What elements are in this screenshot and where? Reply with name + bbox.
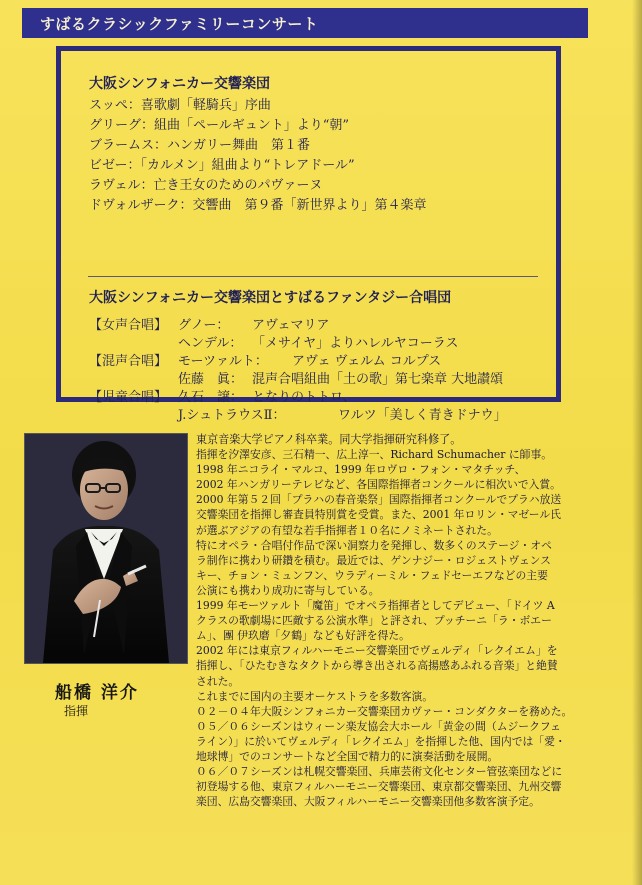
section-divider [88,276,538,277]
orchestra-line: スッペ：喜歌劇「軽騎兵」序曲 [89,98,271,113]
choir-category: 【女声合唱】 [89,318,168,333]
biography-line: キー、チョン・ミュンフン、ウラディーミル・フェドセーエフなどの主要 [196,568,548,582]
orchestra-line: ビゼー：「カルメン」組曲より“トレアドール” [89,158,355,173]
biography-line: これまでに国内の主要オーケストラを多数客演。 [196,689,434,703]
choir-category: 【混声合唱】 [89,354,168,369]
biography-line: 指揮を汐澤安彦、三石精一、広上淳一、Richard Schumacher に師事。 [196,448,553,462]
choir-title: 大阪シンフォニカー交響楽団とすばるファンタジー合唱団 [89,290,452,306]
conductor-photo [24,433,188,664]
choir-work: アヴェマリア [252,318,330,333]
orchestra-line: ラヴェル：亡き王女のためのパヴァーヌ [89,178,323,193]
biography-line: が選ぶアジアの有望な若手指揮者１０名にノミネートされた。 [196,523,498,537]
biography-line: ０５／０６シーズンはウィーン楽友協会大ホール「黄金の間（ムジークフェ [196,719,561,733]
biography-line: ０６／０７シーズンは札幌交響楽団、兵庫芸術文化センター管弦楽団などに [196,765,563,779]
concert-title-banner [22,8,588,38]
choir-row [89,407,559,425]
choir-work: となりのトトロ、 [252,390,356,405]
choir-category: 【児童合唱】 [89,390,168,405]
conductor-biography [196,432,626,809]
choir-composer: 佐藤 眞： [178,372,244,387]
choir-work: 「メサイヤ」よりハレルヤコーラス [252,336,459,351]
biography-line: 指揮し、「ひたむきなタクトから導き出される高揚感あふれる音楽」と絶賛 [196,659,558,673]
biography-line: 2000 年第５２回「プラハの春音楽祭」国際指揮者コンクールでプラハ放送 [196,493,562,507]
biography-line: 地球博」でのコンサートなど全国で精力的に演奏活動を展開。 [196,749,499,763]
biography-line: ム」、團 伊玖磨「夕鶴」なども好評を得た。 [196,629,410,643]
orchestra-title: 大阪シンフォニカー交響楽団 [89,76,270,92]
orchestra-line: ドヴォルザーク：交響曲 第９番「新世界より」第４楽章 [89,198,427,213]
biography-line: 交響楽団を指揮し審査員特別賞を受賞。また、2001 年ロリン・マゼール氏 [196,508,561,522]
concert-title: すばるクラシックファミリーコンサート [40,14,319,33]
choir-row [89,317,559,335]
choir-composer: ヘンデル： [178,336,243,351]
choir-composer: モーツァルト： [178,354,268,369]
choir-row [89,371,559,389]
choir-category [89,371,178,389]
biography-line: 1999 年モーツァルト「魔笛」でオペラ指揮者としてデビュー、「ドイツ A [196,599,555,613]
biography-line: クラスの歌劇場に匹敵する公演水準」と評され、プッチーニ「ラ・ボエー [196,614,552,628]
choir-category [89,335,178,353]
conductor-role: 指揮 [64,704,89,718]
conductor-portrait-illustration [25,434,187,663]
biography-line: 2002 年ハンガリーテレビなど、各国際指揮者コンクールに相次いで入賞。 [196,478,561,492]
choir-composer: 久石 譲： [178,390,244,405]
program-box [56,46,561,423]
biography-line: 初登場する他、東京フィルハーモニー交響楽団、東京都交響楽団、九州交響 [196,780,562,794]
choir-row [89,389,559,407]
orchestra-line: グリーグ：組曲「ペールギュント」より“朝” [89,118,350,133]
choir-row [89,335,559,353]
choir-row [89,353,559,371]
biography-line: ０２－０４年大阪シンフォニカー交響楽団カヴァー・コンダクターを務めた。 [196,704,573,718]
biography-line: 2002 年には東京フィルハーモニー交響楽団でヴェルディ「レクイエム」を [196,644,558,658]
biography-line: ラ制作に携わり研鑽を積む。最近では、ゲンナジー・ロジェストヴェンス [196,553,551,567]
choir-program [89,317,559,425]
biography-line: された。 [196,674,240,688]
biography-line: ライン）」に於いてヴェルディ「レクイエム」を指揮した他、国内では「愛・ [196,734,566,748]
biography-line: 楽団、広島交響楽団、大阪フィルハーモニー交響楽団他多数客演予定。 [196,795,540,809]
choir-composer: グノー： [178,318,230,333]
conductor-name: 船橋 洋介 [55,683,139,703]
biography-line: 特にオペラ・合唱付作品で深い洞察力を発揮し、数多くのステージ・オペ [196,538,552,552]
choir-work: アヴェ ヴェルム コルプス [292,354,442,369]
biography-line: 公演にも携わり成功に寄与している。 [196,583,380,597]
orchestra-line: ブラームス：ハンガリー舞曲 第１番 [89,138,311,153]
choir-work: ワルツ「美しく青きドナウ」 [338,408,507,423]
biography-line: 1998 年ニコライ・マルコ、1999 年ロヴロ・フォン・マタチッチ、 [196,463,526,477]
choir-composer: J.シュトラウスⅡ： [178,408,286,423]
biography-line: 東京音楽大学ピアノ科卒業。同大学指揮研究科修了。 [196,433,462,446]
page-edge-shadow [632,0,642,885]
choir-work: 混声合唱組曲「土の歌」第七楽章 大地讃頌 [252,372,504,387]
choir-category [89,407,178,425]
